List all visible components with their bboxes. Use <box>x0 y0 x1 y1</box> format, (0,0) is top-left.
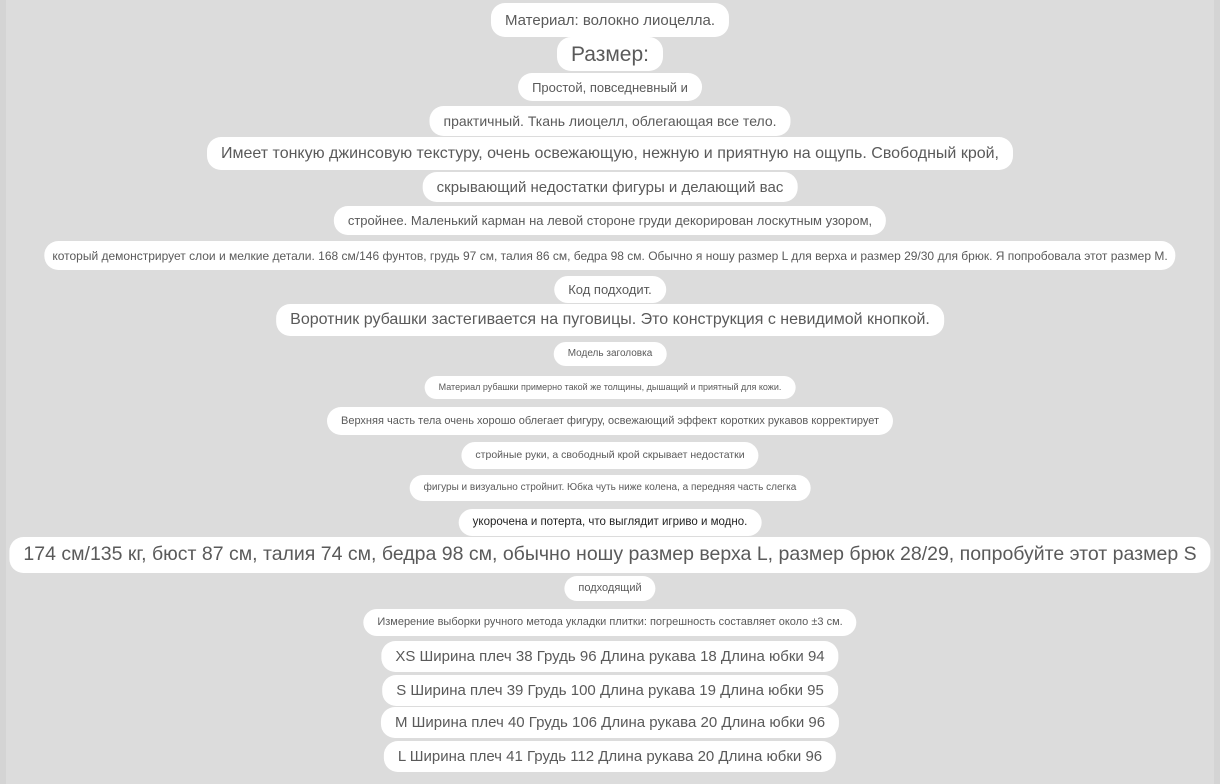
text-line-shirt-material: Материал рубашки примерно такой же толщины, дышащий и приятный для кожи. <box>425 376 796 399</box>
size-row-m: M Ширина плеч 40 Грудь 106 Длина рукава 20 Длина юбки 96 <box>381 707 839 738</box>
text-line-material: Материал: волокно лиоцелла. <box>491 3 729 37</box>
text-line-model-heading: Модель заголовка <box>554 342 667 366</box>
size-row-xs: XS Ширина плеч 38 Грудь 96 Длина рукава 18 Длина юбки 94 <box>381 641 838 672</box>
text-line-upper-body: Верхняя часть тела очень хорошо облегает фигуру, освежающий эффект коротких рукавов корректирует <box>327 407 893 435</box>
text-line-size-heading: Размер: <box>557 37 663 71</box>
text-line-code-fits: Код подходит. <box>554 276 666 303</box>
text-line-measurements-m: который демонстрирует слои и мелкие детали. 168 см/146 фунтов, грудь 97 см, талия 86 см, бедра 98 см. Обычно я ношу размер L для верха и размер 29/30 для брюк. Я попробовала этот размер M. <box>44 241 1175 270</box>
text-line-shortened: укорочена и потерта, что выглядит игриво и модно. <box>459 509 762 536</box>
size-row-l: L Ширина плеч 41 Грудь 112 Длина рукава 20 Длина юбки 96 <box>384 741 836 772</box>
text-line-practical: практичный. Ткань лиоцелл, облегающая все тело. <box>429 106 790 136</box>
text-line-pocket: стройнее. Маленький карман на левой стороне груди декорирован лоскутным узором, <box>334 206 886 235</box>
size-row-s: S Ширина плеч 39 Грудь 100 Длина рукава 19 Длина юбки 95 <box>382 675 838 706</box>
text-line-texture: Имеет тонкую джинсовую текстуру, очень освежающую, нежную и приятную на ощупь. Свободный крой, <box>207 137 1013 170</box>
text-line-hides-flaws: скрывающий недостатки фигуры и делающий вас <box>423 172 798 202</box>
text-line-suitable: подходящий <box>564 576 655 601</box>
text-line-measurements-s: 174 см/135 кг, бюст 87 см, талия 74 см, бедра 98 см, обычно ношу размер верха L, размер брюк 28/29, попробуйте этот размер S <box>9 537 1210 573</box>
text-line-slim-arms: стройные руки, а свободный крой скрывает недостатки <box>461 442 758 469</box>
text-line-figure-skirt: фигуры и визуально стройнит. Юбка чуть ниже колена, а передняя часть слегка <box>410 475 811 501</box>
text-line-measurement-error: Измерение выборки ручного метода укладки плитки: погрешность составляет около ±3 см. <box>363 609 856 636</box>
text-line-collar: Воротник рубашки застегивается на пуговицы. Это конструкция с невидимой кнопкой. <box>276 304 944 336</box>
text-line-simple: Простой, повседневный и <box>518 73 702 101</box>
